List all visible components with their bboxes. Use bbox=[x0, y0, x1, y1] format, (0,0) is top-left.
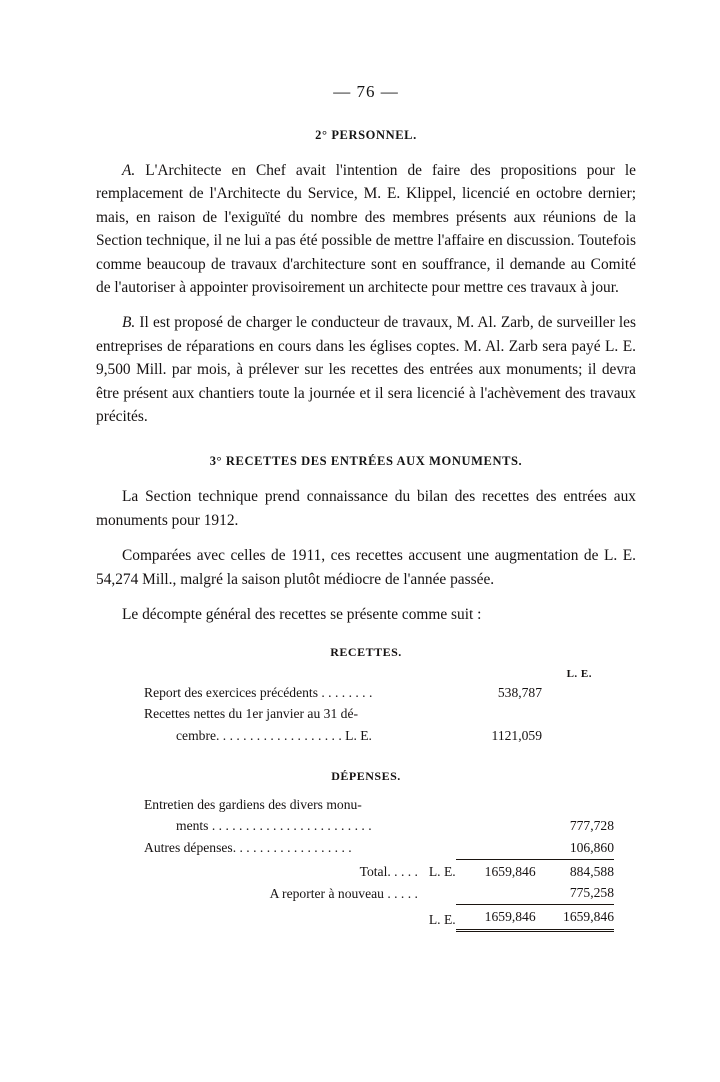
page-content bbox=[96, 82, 636, 932]
paragraph-b-marker: B. bbox=[122, 314, 136, 332]
ledger-amount-mid bbox=[461, 837, 535, 859]
ledger-amount-right bbox=[542, 725, 614, 747]
ledger-label: cembre. . . . . . . . . . . . . . . . . . . L. E. bbox=[176, 727, 372, 743]
ledger-label: Entretien des gardiens des divers monu- bbox=[144, 796, 362, 812]
paragraph-2: Comparées avec celles de 1911, ces recettes accusent une augmentation de L. E. 54,274 Mill., malgré la saison plutôt médiocre de l'année passée. bbox=[96, 547, 636, 588]
ledger-amount-mid: 538,787 bbox=[497, 684, 543, 700]
total-amount-mid: 1659,846 bbox=[456, 905, 536, 931]
paragraph-a-text: L'Architecte en Chef avait l'intention de faire des propositions pour le remplacement de l'Architecte du Service, M. E. Klippel, licencié en octobre dernier; mais, en raison de l'exiguïté du nombre des membres présents aux réunions de la Section technique, il ne lui a pas été possible de mettre l'affaire en discussion. Toutefois comme beaucoup de travaux d'architecture sont en souffrance, il demande au Comité de l'autoriser à appointer provisoirement un architecte pour mettre ces travaux à jour. bbox=[96, 162, 636, 297]
ledger-currency-header-text: L. E. bbox=[566, 667, 592, 680]
table-row bbox=[144, 794, 614, 816]
ledger-amount-right bbox=[542, 682, 614, 704]
total-amount-right: 1659,846 bbox=[536, 905, 614, 931]
table-row bbox=[144, 682, 614, 704]
paragraph-a bbox=[96, 159, 636, 299]
ledger-table-depenses bbox=[144, 794, 614, 859]
paragraph-3: Le décompte général des recettes se présente comme suit : bbox=[122, 606, 482, 624]
ledger-table-recettes bbox=[144, 682, 614, 747]
total-label bbox=[144, 905, 418, 931]
table-row bbox=[144, 703, 614, 725]
table-row bbox=[144, 859, 614, 882]
ledger-amount-mid bbox=[461, 794, 535, 816]
ledger-amount-right: 777,728 bbox=[569, 818, 614, 834]
ledger-amount-right: 106,860 bbox=[569, 840, 614, 856]
section-heading-recettes: 3° RECETTES DES ENTRÉES AUX MONUMENTS. bbox=[209, 454, 523, 469]
total-label: A reporter à nouveau . . . . . bbox=[269, 885, 418, 901]
ledger-amount-mid bbox=[461, 703, 542, 725]
total-amount-mid bbox=[456, 882, 536, 904]
total-amount-right: 775,258 bbox=[569, 885, 614, 901]
section-heading-personnel: 2° PERSONNEL. bbox=[315, 128, 417, 142]
ledger-table-totals bbox=[144, 859, 614, 932]
page-number: — 76 — bbox=[333, 82, 399, 101]
ledger-amount-mid: 1121,059 bbox=[491, 727, 543, 743]
total-currency-tag bbox=[418, 882, 456, 904]
table-row bbox=[144, 882, 614, 904]
ledger-amount-right bbox=[542, 703, 614, 725]
ledger-currency-header bbox=[144, 668, 626, 680]
paragraph-1: La Section technique prend connaissance du bilan des recettes des entrées aux monuments pour 1912. bbox=[96, 488, 636, 529]
table-row bbox=[144, 815, 614, 837]
total-label: Total. . . . . bbox=[359, 863, 418, 879]
paragraph-b bbox=[96, 311, 636, 428]
total-amount-right: 884,588 bbox=[536, 859, 614, 882]
ledger-label: Recettes nettes du 1er janvier au 31 dé- bbox=[144, 706, 359, 722]
ledger-amount-mid bbox=[461, 815, 535, 837]
ledger-label: ments . . . . . . . . . . . . . . . . . . . . . . . . bbox=[176, 818, 372, 834]
ledger-label: Autres dépenses. . . . . . . . . . . . . . . . . . bbox=[144, 840, 352, 856]
paragraph-a-marker: A. bbox=[122, 162, 136, 179]
table-row bbox=[144, 905, 614, 931]
ledger-label: Report des exercices précédents . . . . . . . . bbox=[144, 684, 373, 700]
total-amount-mid: 1659,846 bbox=[456, 859, 536, 882]
table-row bbox=[144, 837, 614, 859]
ledger-amount-right bbox=[536, 794, 614, 816]
table-row bbox=[144, 725, 614, 747]
ledger-title-recettes: RECETTES. bbox=[330, 644, 402, 659]
paragraph-b-text: Il est proposé de charger le conducteur de travaux, M. Al. Zarb, de surveiller les entreprises de réparations en cours dans les églises coptes. M. Al. Zarb sera payé L. E. 9,500 Mill. par mois, à prélever sur les recettes des entrées aux monuments; il devra être présent aux chantiers toute la journée et il sera licencié à l'achèvement des travaux précités. bbox=[96, 314, 636, 426]
ledger bbox=[96, 645, 636, 932]
total-currency-tag: L. E. bbox=[428, 911, 456, 927]
total-currency-tag: L. E. bbox=[428, 863, 456, 879]
ledger-title-depenses: DÉPENSES. bbox=[331, 768, 401, 783]
